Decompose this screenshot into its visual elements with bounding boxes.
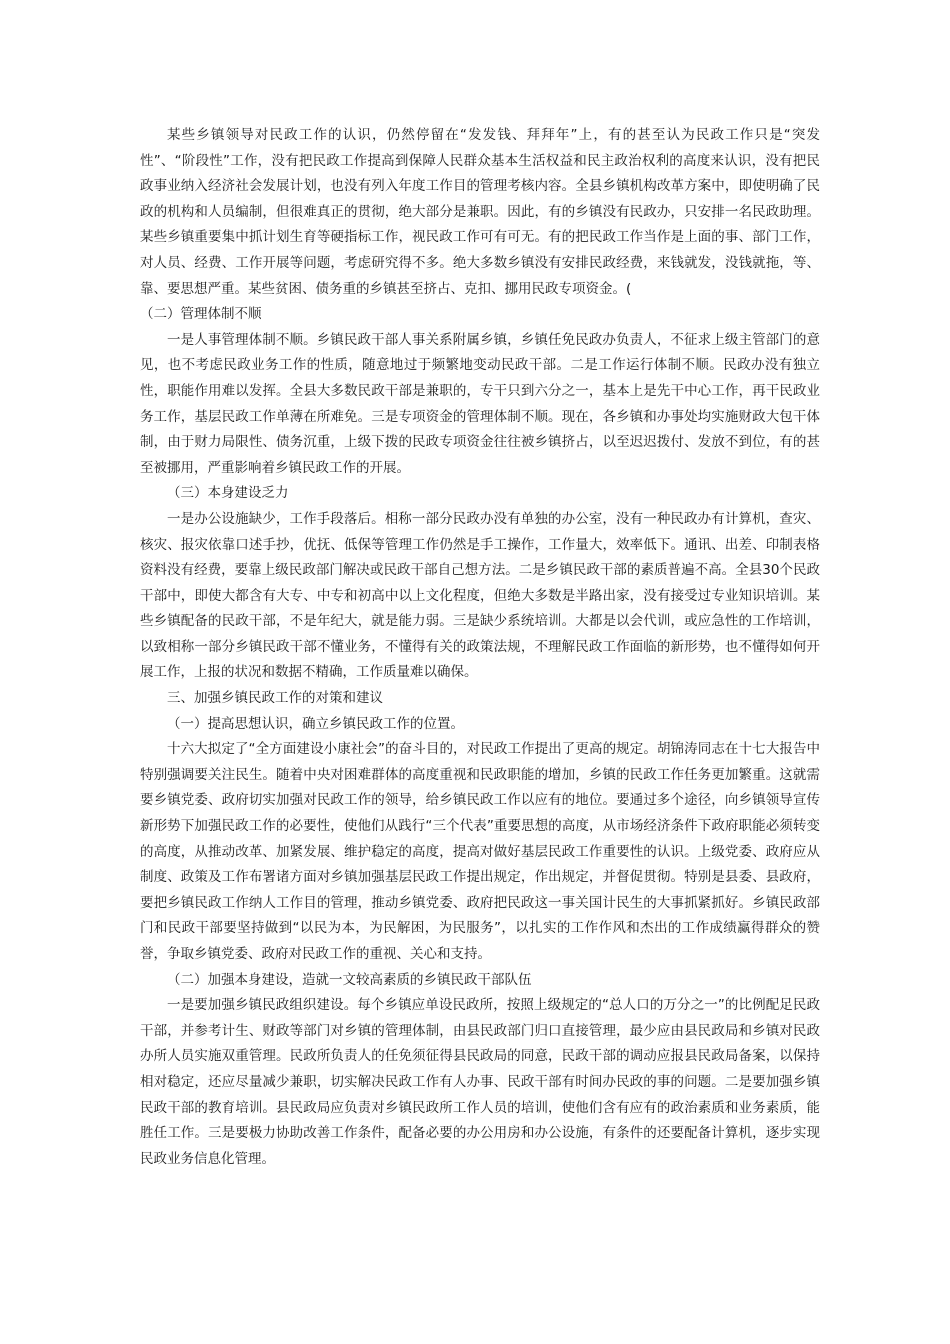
paragraph-self-construction: 一是办公设施缺少，工作手段落后。相称一部分民政办没有单独的办公室，没有一种民政办有计算机，查灾、核灾、报灾依靠口述手抄，优抚、低保等管理工作仍然是手工操作，工作量大，效率低下。通讯、出差、印制表格资料没有经费，要靠上级民政部门解决或民政干部自己想方法。二是乡镇民政干部的素质普遍不高。全县30个民政干部中，即使大都含有大专、中专和初高中以上文化程度，但绝大多数是半路出家，没有接受过专业知识培训。某些乡镇配备的民政干部，不是年纪大，就是能力弱。三是缺少系统培训。大都是以会代训，或应急性的工作培训，以致相称一部分乡镇民政干部不懂业务，不懂得有关的政策法规，不理解民政工作面临的新形势，也不懂得如何开展工作，上报的状况和数据不精确，工作质量难以确保。: [140, 510, 820, 681]
paragraph-awareness: 某些乡镇领导对民政工作的认识，仍然停留在“发发钱、拜拜年”上，有的甚至认为民政工作只是“突发性”、“阶段性”工作，没有把民政工作提高到保障人民群众基本生活权益和民主政治权利的高度来认识，没有把民政事业纳入经济社会发展计划，也没有列入年度工作目的管理考核内容。全县乡镇机构改革方案中，即使明确了民政的机构和人员编制，但很难真正的贯彻，绝大部分是兼职。因此，有的乡镇没有民政办，只安排一名民政助理。某些乡镇重要集中抓计划生育等硬指标工作，视民政工作可有可无。有的把民政工作当作是上面的事、部门工作，对人员、经费、工作开展等问题，考虑研究得不多。绝大多数乡镇没有安排民政经费，来钱就发，没钱就拖，等、靠、要思想严重。某些贫困、债务重的乡镇甚至挤占、克扣、挪用民政专项资金。(: [140, 127, 820, 297]
document-body: [140, 123, 820, 1172]
section-heading-countermeasures: 三、加强乡镇民政工作的对策和建议: [167, 690, 383, 707]
paragraph-strengthen-team: 一是要加强乡镇民政组织建设。每个乡镇应单设民政所，按照上级规定的“总人口的万分之一”的比例配足民政干部，并参考计生、财政等部门对乡镇的管理体制，由县民政部门归口直接管理，最少应由县民政局和乡镇对民政办所人员实施双重管理。民政所负责人的任免须征得县民政局的同意，民政干部的调动应报县民政局备案，以保持相对稳定，还应尽量减少兼职，切实解决民政工作有人办事、民政干部有时间办民政的事的问题。二是要加强乡镇民政干部的教育培训。县民政局应负责对乡镇民政所工作人员的培训，使他们含有应有的政治素质和业务素质，能胜任工作。三是要极力协助改善工作条件，配备必要的办公用房和办公设施，有条件的还要配备计算机，逐步实现民政业务信息化管理。: [140, 997, 820, 1167]
paragraph-raise-awareness: 十六大拟定了“全方面建设小康社会”的奋斗目的，对民政工作提出了更高的规定。胡锦涛同志在十七大报告中特别强调要关注民生。随着中央对困难群体的高度重视和民政职能的增加，乡镇的民政工作任务更加繁重。这就需要乡镇党委、政府切实加强对民政工作的领导，给乡镇民政工作以应有的地位。要通过多个途径，向乡镇领导宣传新形势下加强民政工作的必要性，使他们从践行“三个代表”重要思想的高度，从市场经济条件下政府职能必须转变的高度，从推动改革、加紧发展、维护稳定的高度，提高对做好基层民政工作重要性的认识。上级党委、政府应从制度、政策及工作布署诸方面对乡镇加强基层民政工作提出规定，作出规定，并督促贯彻。特别是县委、县政府，要把乡镇民政工作纳人工作目的管理，推动乡镇党委、政府把民政这一事关国计民生的大事抓紧抓好。乡镇民政部门和民政干部要坚持做到“以民为本，为民解困，为民服务”，以扎实的工作作风和杰出的工作成绩赢得群众的赞誉，争取乡镇党委、政府对民政工作的重视、关心和支持。: [140, 741, 820, 962]
subheading-management-system: （二）管理体制不顺: [140, 306, 262, 323]
subheading-raise-awareness: （一）提高思想认识，确立乡镇民政工作的位置。: [167, 715, 464, 732]
paragraph-management-system: 一是人事管理体制不顺。乡镇民政干部人事关系附属乡镇，乡镇任免民政办负责人，不征求上级主管部门的意见，也不考虑民政业务工作的性质，随意地过于频繁地变动民政干部。二是工作运行体制不顺。民政办没有独立性，职能作用难以发挥。全县大多数民政干部是兼职的，专干只到六分之一，基本上是先干中心工作，再干民政业务工作，基层民政工作单薄在所难免。三是专项资金的管理体制不顺。现在，各乡镇和办事处均实施财政大包干体制，由于财力局限性、债务沉重，上级下拨的民政专项资金往往被乡镇挤占，以至迟迟拨付、发放不到位，有的甚至被挪用，严重影响着乡镇民政工作的开展。: [140, 331, 820, 476]
subheading-strengthen-team: （二）加强本身建设，造就一文较高素质的乡镇民政干部队伍: [167, 971, 532, 988]
subheading-self-construction: （三）本身建设乏力: [167, 485, 289, 502]
